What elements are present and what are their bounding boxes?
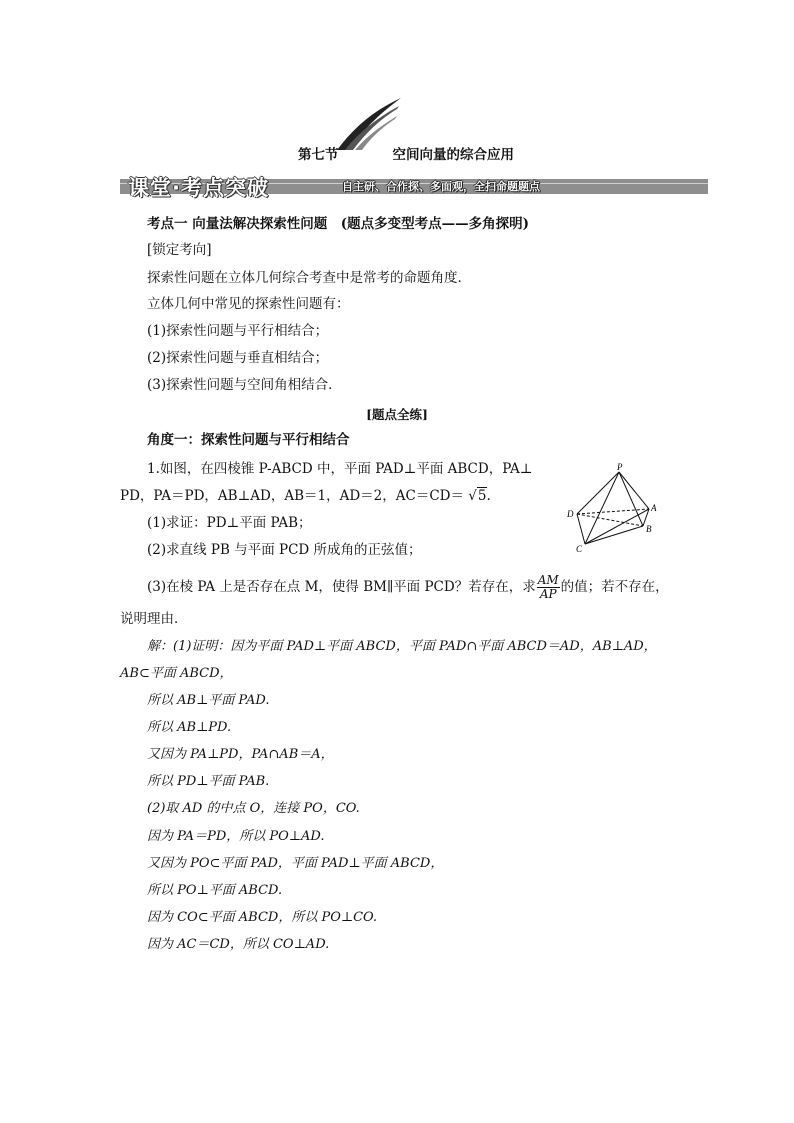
lock-label: [锁定考向] xyxy=(147,242,212,258)
sqrt-expression: √5 xyxy=(468,488,487,504)
solution-line: AB⊂平面 ABCD， xyxy=(120,666,233,681)
section-title xyxy=(298,143,514,163)
vertex-label-b: B xyxy=(646,524,652,534)
solution-line: 又因为 PA⊥PD，PA∩AB＝A， xyxy=(147,747,334,762)
solution-line: 又因为 PO⊂平面 PAD，平面 PAD⊥平面 ABCD， xyxy=(147,856,444,871)
fraction-numerator: AM xyxy=(537,573,559,587)
question-3-text-end: 的值；若不存在， xyxy=(560,579,669,595)
practice-heading: [题点全练] xyxy=(366,407,428,422)
vertex-label-a: A xyxy=(651,503,657,513)
list-item: (2)探索性问题与垂直相结合； xyxy=(147,350,329,366)
solution-line: 解：(1)证明：因为平面 PAD⊥平面 ABCD，平面 PAD∩平面 ABCD＝AD，AB⊥AD， xyxy=(147,639,657,654)
solution-line: 所以 PO⊥平面 ABCD. xyxy=(147,883,283,898)
problem-line-2 xyxy=(120,486,491,506)
question-3-line-2: 说明理由． xyxy=(120,611,188,627)
fraction-am-ap xyxy=(537,574,560,601)
problem-line-2-text: PD，PA＝PD，AB⊥AD，AB＝1，AD＝2，AC＝CD＝ xyxy=(120,488,464,504)
question-2: (2)求直线 PB 与平面 PCD 所成角的正弦值； xyxy=(147,542,422,558)
list-item: (3)探索性问题与空间角相结合． xyxy=(147,377,342,393)
banner-title: 课堂·考点突破 xyxy=(128,176,269,200)
intro-paragraph-2: 立体几何中常见的探索性问题有： xyxy=(147,296,350,312)
angle-title: 角度一：探索性问题与平行相结合 xyxy=(147,432,350,448)
solution-line: 所以 AB⊥PD. xyxy=(147,720,232,735)
sqrt-radicand: 5 xyxy=(477,488,487,504)
problem-line-1: 1.如图，在四棱锥 P-ABCD 中，平面 PAD⊥平面 ABCD，PA⊥ xyxy=(147,461,533,477)
vertex-label-p: P xyxy=(617,462,623,472)
question-3-text: (3)在棱 PA 上是否存在点 M，使得 BM∥平面 PCD？若存在，求 xyxy=(147,579,536,595)
vertex-label-c: C xyxy=(576,544,583,554)
question-3 xyxy=(147,574,669,601)
banner xyxy=(120,175,708,200)
question-1: (1)求证：PD⊥平面 PAB； xyxy=(147,515,312,531)
solution-line: 所以 PD⊥平面 PAB. xyxy=(147,774,270,789)
solution-line: 因为 AC＝CD，所以 CO⊥AD. xyxy=(147,937,330,952)
topic-heading: 考点一 向量法解决探索性问题 (题点多变型考点——多角探明) xyxy=(147,216,529,232)
section-number: 第七节 xyxy=(298,147,339,163)
list-item: (1)探索性问题与平行相结合； xyxy=(147,323,329,339)
vertex-label-d: D xyxy=(567,509,574,519)
fraction-denominator: AP xyxy=(539,587,557,601)
solution-line: (2)取 AD 的中点 O，连接 PO，CO. xyxy=(147,801,360,816)
banner-subtitle: 自主研、合作探、多面观，全扫命题题点 xyxy=(342,180,540,193)
intro-paragraph-1: 探索性问题在立体几何综合考查中是常考的命题角度． xyxy=(147,270,471,286)
section-name: 空间向量的综合应用 xyxy=(392,147,514,163)
problem-line-2-end: . xyxy=(486,488,491,504)
pyramid-figure xyxy=(563,462,663,556)
solution-line: 因为 PA＝PD，所以 PO⊥AD. xyxy=(147,829,325,844)
solution-line: 所以 AB⊥平面 PAD. xyxy=(147,693,270,708)
solution-line: 因为 CO⊂平面 ABCD，所以 PO⊥CO. xyxy=(147,910,378,925)
